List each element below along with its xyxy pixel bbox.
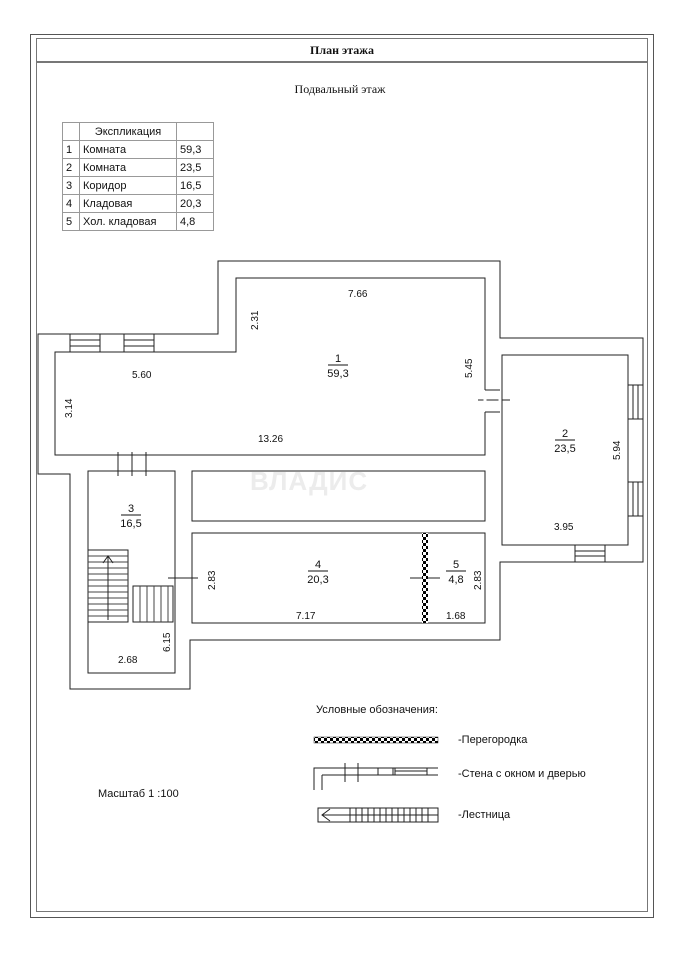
row-num: 1 [63,141,80,159]
staircase-lower [133,586,173,622]
header-name-cell: Экспликация [80,123,177,141]
scale-label: Масштаб 1 :100 [98,788,179,800]
outer-wall-line [38,261,643,689]
legend-stair-symbol [318,808,438,822]
legend-partition-symbol [314,737,438,743]
row-num: 2 [63,159,80,177]
row-num: 5 [63,213,80,231]
row-area: 23,5 [177,159,214,177]
dim-r1-bottom: 13.26 [258,434,284,445]
row-name: Хол. кладовая [80,213,177,231]
window-top-left-2 [124,334,154,352]
row-area: 59,3 [177,141,214,159]
room-5-number: 5 [452,559,460,571]
dim-r1-left-upper: 2.31 [250,310,261,330]
row-name: Комната [80,141,177,159]
legend-wall-label: -Стена с окном и дверью [458,768,586,780]
legend-stair-label: -Лестница [458,809,511,821]
legend-partition-label: -Перегородка [458,734,528,746]
room-3-area: 16,5 [120,518,142,530]
window-bottom-right [575,545,605,562]
room-2-area: 23,5 [554,443,576,455]
room-2-number: 2 [561,428,569,440]
room-4-number: 4 [314,559,322,571]
watermark-text: ВЛАДИС [250,466,369,496]
row-name: Коридор [80,177,177,195]
dim-r3-length: 6.15 [162,632,173,652]
room-4-area: 20,3 [307,574,329,586]
room-5-area: 4,8 [448,574,464,586]
dim-r2-height: 5.94 [612,440,623,460]
legend-wall-symbol [314,763,438,790]
dim-r1-height: 3.14 [64,398,75,418]
dim-r4-height: 2.83 [207,570,218,590]
row-name: Кладовая [80,195,177,213]
room-1-outline [55,278,485,455]
window-right-2 [628,482,643,516]
row-name: Комната [80,159,177,177]
row-num: 4 [63,195,80,213]
row-area: 16,5 [177,177,214,195]
dim-r1-top: 7.66 [348,289,368,300]
legend-title: Условные обозначения: [316,704,438,716]
dim-r4-width: 7.17 [296,611,316,622]
door-corridor [118,452,146,476]
floor-subtitle: Подвальный этаж [294,82,386,96]
room-1-area: 59,3 [327,368,349,380]
room-4-outline [192,533,485,623]
stair-steps-lower [140,586,168,622]
middle-storage-outline [192,471,485,521]
row-area: 4,8 [177,213,214,231]
dim-r5-height: 2.83 [473,570,484,590]
room-3-number: 3 [127,503,135,515]
dim-r1-right: 5.45 [464,358,475,378]
window-top-left-1 [70,334,100,352]
partition [422,533,428,623]
dim-r2-width: 3.95 [554,522,574,533]
room-1-number: 1 [334,353,342,365]
door-room1-room2 [478,390,510,412]
dim-r3-width: 2.68 [118,655,138,666]
sheet-title: План этажа [36,38,648,62]
dim-r1-left: 5.60 [132,370,152,381]
window-right-1 [628,385,643,419]
row-num: 3 [63,177,80,195]
row-area: 20,3 [177,195,214,213]
dim-r5-width: 1.68 [446,611,466,622]
